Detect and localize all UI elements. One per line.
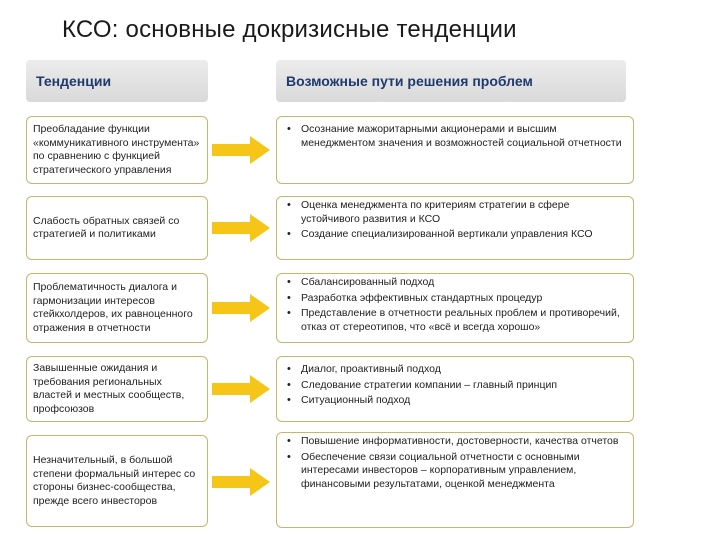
trend-box-2 xyxy=(26,196,208,260)
arrow-right-icon xyxy=(212,134,272,166)
trend-box-3 xyxy=(26,273,208,343)
trend-text: Слабость обратных связей со стратегией и политиками xyxy=(33,214,180,240)
solution-box-3 xyxy=(276,273,634,343)
trend-box-4 xyxy=(26,356,208,422)
header-solutions: Возможные пути решения проблем xyxy=(276,60,626,102)
solution-item: • Осознание мажоритарными акционерами и высшим менеджментом значения и возможностей социальной отчетности xyxy=(285,123,627,150)
solution-item: • Следование стратегии компании – главный принцип xyxy=(285,379,627,393)
solution-item: • Диалог, проактивный подход xyxy=(285,363,627,377)
trend-box-5 xyxy=(26,435,208,527)
solution-box-5 xyxy=(276,432,634,528)
solution-item: • Обеспечение связи социальной отчетности с основными интересами инвесторов – корпоративным управлением, финансовыми результатами, оценкой менеджмента xyxy=(285,451,627,492)
solution-item: • Представление в отчетности реальных проблем и противоречий, отказ от стереотипов, что «всё и всегда хорошо» xyxy=(285,307,627,334)
solution-item: • Сбалансированный подход xyxy=(285,276,627,290)
arrow-right-icon xyxy=(212,373,272,405)
header-trends: Тенденции xyxy=(26,60,208,102)
trend-text: Преобладание функции «коммуникативного инструмента» по сравнению с функцией стратегического управления xyxy=(33,123,200,176)
arrow-right-icon xyxy=(212,212,272,244)
solution-item: • Повышение информативности, достоверности, качества отчетов xyxy=(285,435,627,449)
trend-text: Незначительный, в большой степени формальный интерес со стороны бизнес-сообщества, прежде всего инвесторов xyxy=(33,454,196,507)
trend-box-1 xyxy=(26,116,208,184)
page-title: КСО: основные докризисные тенденции xyxy=(62,16,517,43)
solution-item: • Разработка эффективных стандартных процедур xyxy=(285,292,627,306)
arrow-right-icon xyxy=(212,466,272,498)
solution-item: • Ситуационный подход xyxy=(285,394,627,408)
solution-item: • Создание специализированной вертикали управления КСО xyxy=(285,228,627,242)
solution-box-1 xyxy=(276,116,634,184)
solution-item: • Оценка менеджмента по критериям стратегии в сфере устойчивого развития и КСО xyxy=(285,199,627,226)
trend-text: Завышенные ожидания и требования региональных властей и местных сообществ, профсоюзов xyxy=(33,362,185,415)
solution-box-2 xyxy=(276,196,634,260)
trend-text: Проблематичность диалога и гармонизации интересов стейкхолдеров, их равноценного отражения в отчетности xyxy=(33,281,193,334)
arrow-right-icon xyxy=(212,292,272,324)
solution-box-4 xyxy=(276,356,634,422)
